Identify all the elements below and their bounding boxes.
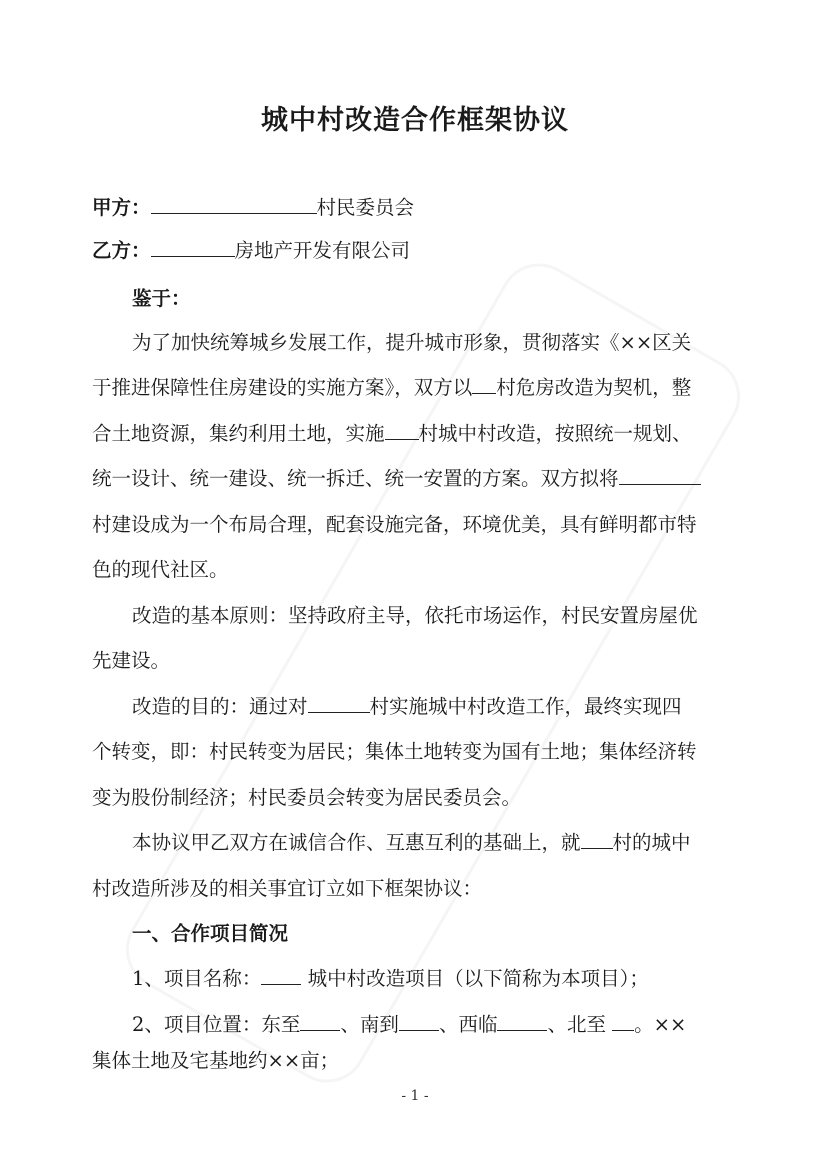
item-2-blank-south <box>399 1012 439 1031</box>
party-a-label: 甲方： <box>92 196 151 219</box>
item-2-d: 、北至 <box>547 1013 613 1036</box>
item-2-blank-east <box>300 1012 340 1031</box>
party-b-line <box>92 238 752 264</box>
item-2-c: 、西临 <box>438 1013 498 1036</box>
p3-line1-b: 村实施城中村改造工作，最终实现四 <box>369 695 682 718</box>
p1-blank-3 <box>619 466 701 485</box>
item-2-blank-north <box>612 1012 634 1031</box>
document-title: 城中村改造合作框架协议 <box>261 105 569 136</box>
p3-line1-a: 改造的目的：通过对 <box>132 695 308 718</box>
party-b-label: 乙方： <box>92 239 151 262</box>
p1-line3-a: 合土地资源，集约利用土地，实施 <box>92 422 385 445</box>
p1-line2 <box>92 375 752 401</box>
p2-line2: 先建设。 <box>92 649 171 672</box>
p4-line1 <box>132 830 792 856</box>
p1-line4-a: 统一设计、统一建设、统一拆迁、统一安置的方案。双方拟将 <box>92 467 619 490</box>
item-2-line2: 集体土地及宅基地约××亩； <box>92 1049 340 1072</box>
whereas-heading: 鉴于： <box>132 287 191 310</box>
item-2-e: 。×× <box>634 1013 687 1036</box>
p1-line3-b: 村城中村改造，按照统一规划、 <box>418 422 692 445</box>
p3-blank <box>308 694 370 713</box>
section-1-heading: 一、合作项目简况 <box>132 922 289 945</box>
item-1-text: 城中村改造项目（以下简称为本项目）； <box>301 967 649 990</box>
item-1-label: 1、项目名称： <box>132 967 262 990</box>
p4-line1-b: 村的城中 <box>612 831 691 854</box>
p3-line1 <box>132 694 792 720</box>
p1-line5: 村建设成为一个布局合理，配套设施完备，环境优美，具有鲜明都市特 <box>92 513 697 536</box>
p1-line6: 色的现代社区。 <box>92 558 229 581</box>
p1-line4 <box>92 466 752 492</box>
p1-blank-1 <box>472 375 496 394</box>
p1-line3 <box>92 421 752 447</box>
p1-line1: 为了加快统筹城乡发展工作，提升城市形象，贯彻落实《××区关 <box>132 331 692 354</box>
p4-line1-a: 本协议甲乙双方在诚信合作、互惠互利的基础上，就 <box>132 831 581 854</box>
p1-blank-2 <box>385 421 419 440</box>
p3-line3: 变为股份制经济；村民委员会转变为居民委员会。 <box>92 786 522 809</box>
page-number: - 1 - <box>401 1088 429 1104</box>
party-a-blank <box>151 195 317 214</box>
p4-blank <box>581 830 613 849</box>
item-2-b: 、南到 <box>340 1013 399 1036</box>
party-a-line <box>92 195 752 221</box>
item-1-blank <box>261 966 301 985</box>
item-1-line <box>132 966 792 992</box>
p1-line2-b: 村危房改造为契机，整 <box>496 376 692 399</box>
party-a-suffix: 村民委员会 <box>316 196 415 219</box>
p4-line2: 村改造所涉及的相关事宜订立如下框架协议： <box>92 877 483 900</box>
p3-line2: 个转变，即：村民转变为居民；集体土地转变为国有土地；集体经济转 <box>92 740 697 763</box>
item-2-a: 2、项目位置：东至 <box>132 1013 301 1036</box>
party-b-suffix: 房地产开发有限公司 <box>234 239 411 262</box>
party-b-blank <box>151 238 235 257</box>
item-2-blank-west <box>497 1012 547 1031</box>
p2-line1: 改造的基本原则：坚持政府主导，依托市场运作，村民安置房屋优 <box>132 604 698 627</box>
item-2-line1 <box>132 1012 792 1038</box>
p1-line2-a: 于推进保障性住房建设的实施方案》，双方以 <box>92 376 473 399</box>
